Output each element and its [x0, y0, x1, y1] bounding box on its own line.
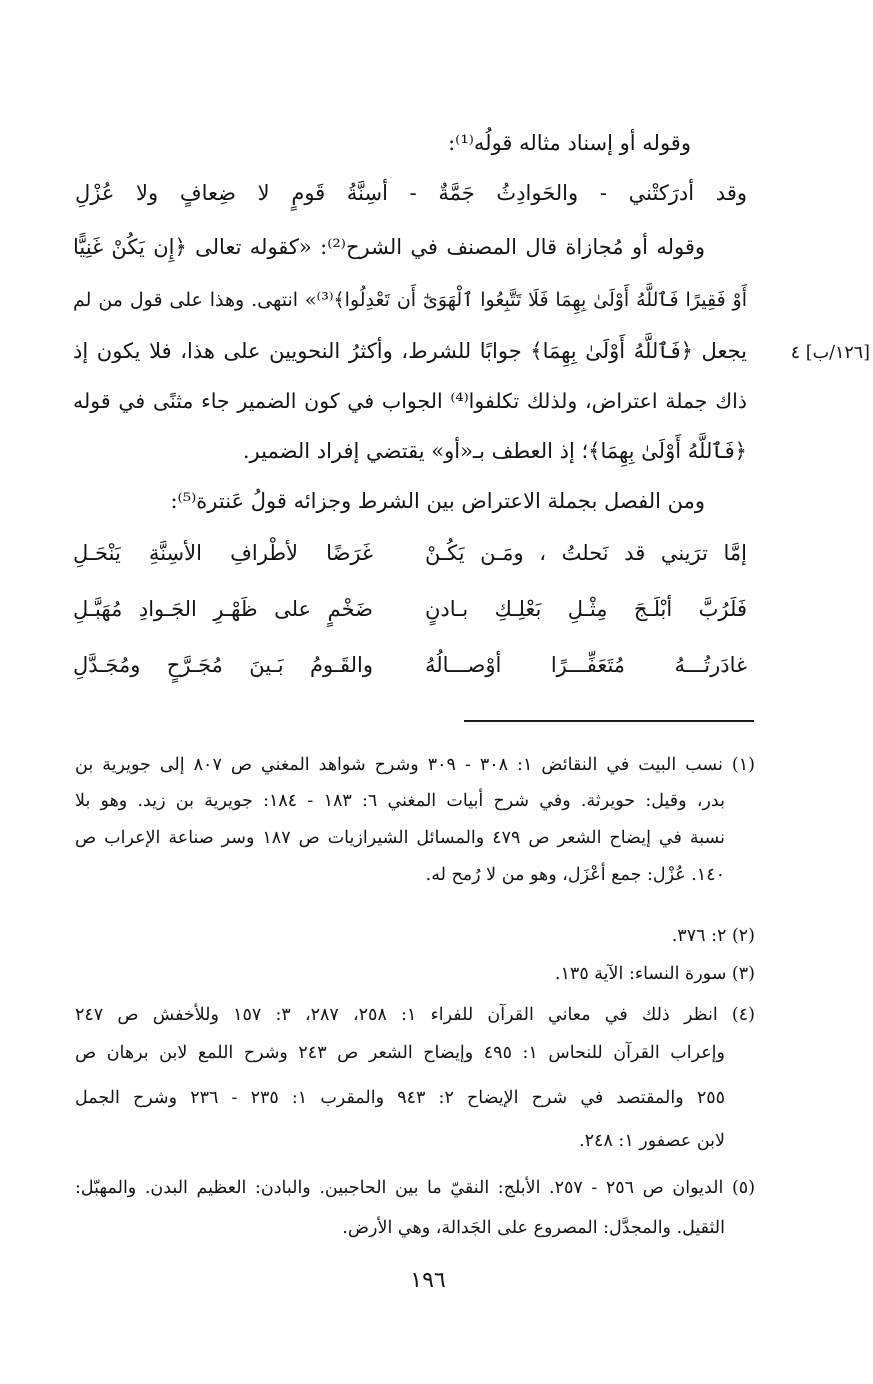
- footnote-line: نسبة في إيضاح الشعر ص ٤٧٩ والمسائل الشيرازيات ص ١٨٧ وسر صناعة الإعراب ص: [75, 828, 725, 848]
- footnote-line: ٢٥٥ والمقتصد في شرح الإيضاح ٢: ٩٤٣ والمقرب ١: ٢٣٥ - ٢٣٦ وشرح الجمل: [75, 1088, 726, 1108]
- footnote-line: (٥) الديوان ص ٢٥٦ - ٢٥٧. الأبلج: النقيّ ما بين الحاجبين. والبادن: العظيم البدن. والمهبّل:: [75, 1178, 756, 1198]
- footnote-line: بدر، وقيل: حويرثة. وفي شرح أبيات المغني ٦: ١٨٣ - ١٨٤: جويرية بن زيد. وهو بلا: [75, 791, 725, 811]
- footnote-line: ١٤٠. عُزْل: جمع أعْزَل، وهو من لا رُمح له.: [425, 865, 725, 885]
- verse-left-hemistich: والقَـومُ بَـينَ مُجَـرَّحٍ ومُجَـدَّلِ: [73, 653, 373, 677]
- text-line: وقوله أو إسناد مثاله قولُه⁽¹⁾:: [448, 131, 691, 155]
- verse-right-hemistich: إمَّا ترَيني قد نَحلتُ ، ومَـن يَكُـنْ: [425, 541, 747, 565]
- footnote-line: لابن عصفور ١: ٢٤٨.: [579, 1131, 725, 1151]
- text-line: ذاك جملة اعتراض، ولذلك تكلفوا⁽⁴⁾ الجواب في كون الضمير جاء مثنًى في قوله: [73, 389, 747, 413]
- verse-left-hemistich: غَرَضًا لأطْرافِ الأسِنَّةِ يَنْحَـلِ: [73, 541, 373, 565]
- footnote-line: (٢) ٢: ٣٧٦.: [671, 926, 755, 946]
- verse-line: وقد أدرَكتْني - والحَوادِثُ جَمَّةٌ - أسِنَّةُ قَومٍ لا ضِعافٍ ولا عُزْلِ: [75, 181, 747, 205]
- verse-right-hemistich: غادَرتُـــهُ مُتَعَفِّـــرًا أوْصـــالُهُ: [425, 653, 747, 677]
- footnote-line: الثقيل. والمجدَّل: المصروع على الجَدالة، وهي الأرض.: [342, 1218, 725, 1238]
- margin-folio-reference: [١٢٦/ب] ٤: [790, 343, 870, 363]
- footnote-line: (١) نسب البيت في النقائض ١: ٣٠٨ - ٣٠٩ وشرح شواهد المغني ص ٨٠٧ إلى جويرية بن: [75, 755, 755, 775]
- footnote-line: وإعراب القرآن للنحاس ١: ٤٩٥ وإيضاح الشعر ص ٢٤٣ وشرح اللمع لابن برهان ص: [75, 1043, 725, 1063]
- text-line: ومن الفصل بجملة الاعتراض بين الشرط وجزائه قولُ عَنترة⁽⁵⁾:: [170, 489, 705, 513]
- text-line: يجعل ﴿فَٱللَّهُ أَوْلَىٰ بِهِمَا﴾ جوابًا للشرط، وأكثرُ النحويين على هذا، فلا يكون إذ: [73, 339, 747, 363]
- text-line: أَوْ فَقِيرًا فَٱللَّهُ أَوْلَىٰ بِهِمَا فَلَا تَتَّبِعُوا ٱلْهَوَىٰٓ أَن تَعْدِلُوا﴾⁽³⁾» انتهى. وهذا على قول من لم: [73, 289, 747, 311]
- page-number: ١٩٦: [410, 1268, 446, 1293]
- footnote-line: (٤) انظر ذلك في معاني القرآن للفراء ١: ٢٥٨، ٢٨٧، ٣: ١٥٧ وللأخفش ص ٢٤٧: [75, 1005, 755, 1025]
- verse-left-hemistich: ضَخْمٍ على ظَهْـرِ الجَـوادِ مُهَبَّـلِ: [73, 597, 373, 621]
- text-line: ﴿فَٱللَّهُ أَوْلَىٰ بِهِمَا﴾؛ إذ العطف بـ«أو» يقتضي إفراد الضمير.: [242, 439, 747, 463]
- footnote-separator: [464, 720, 754, 722]
- verse-right-hemistich: فَلَرُبَّ أبْلَـجَ مِثْـلِ بَعْلِـكِ بـادنٍ: [425, 597, 747, 621]
- footnote-line: (٣) سورة النساء: الآية ١٣٥.: [554, 964, 755, 984]
- text-line: وقوله أو مُجازاة قال المصنف في الشرح⁽²⁾: «كقوله تعالى ﴿إِن يَكُنْ غَنِيًّا: [73, 235, 706, 259]
